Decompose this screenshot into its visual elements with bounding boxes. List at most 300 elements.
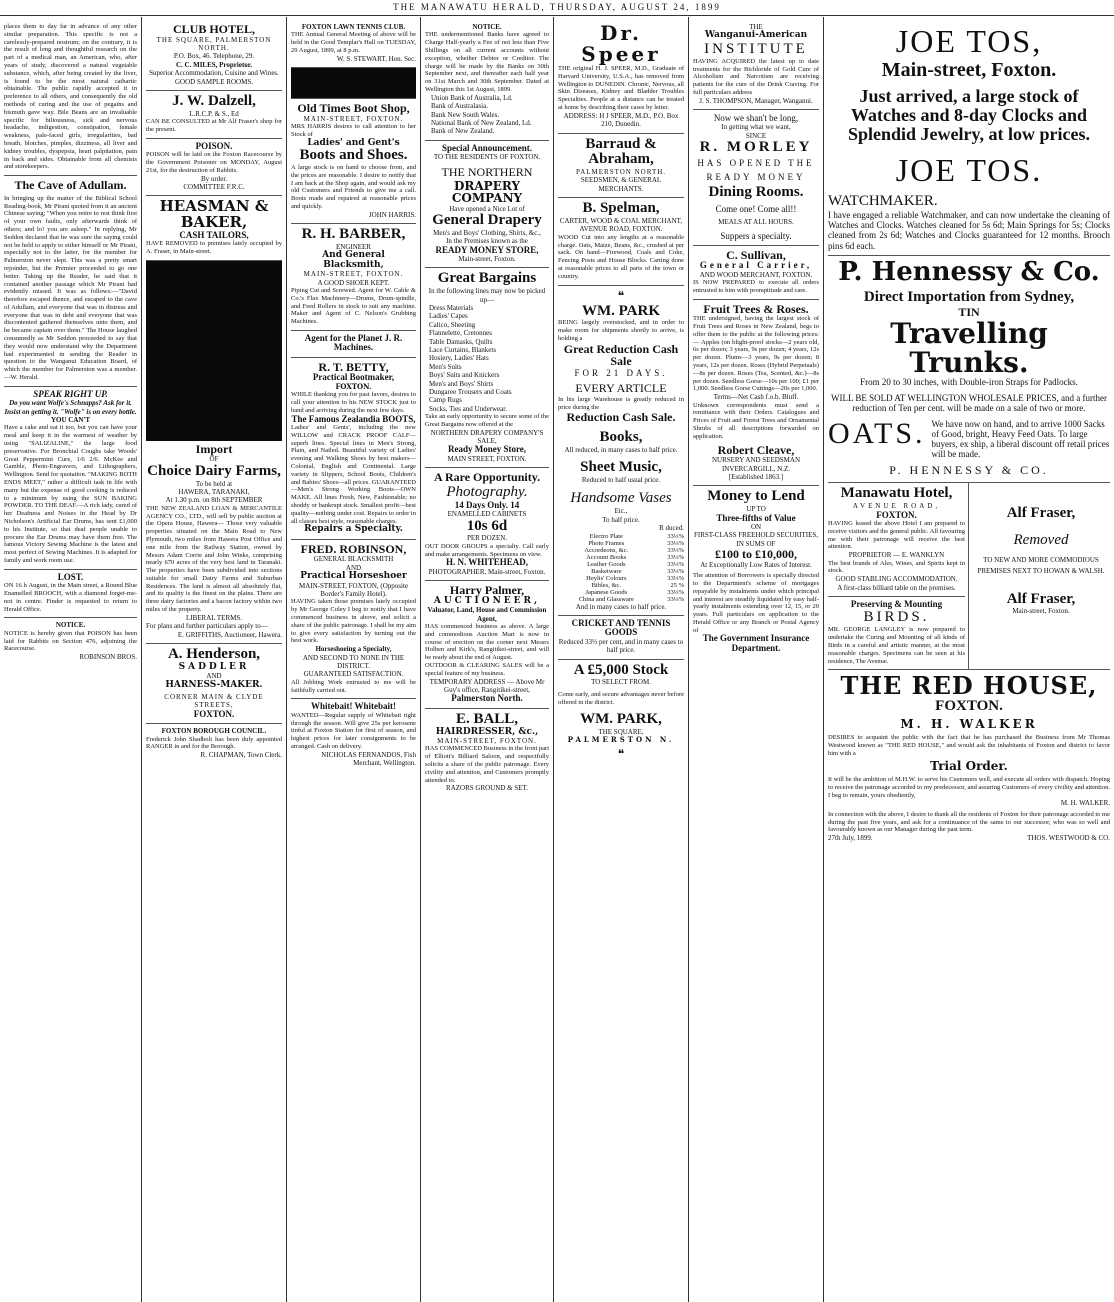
bank-item: Union Bank of Australia, Ld.: [431, 93, 513, 102]
redhouse-date: 27th July, 1899.: [828, 834, 873, 843]
club-hotel-title: CLUB HOTEL,: [172, 22, 256, 36]
heasman-title: HEASMAN & BAKER,: [159, 197, 269, 232]
ready-money-store: READY MONEY STORE,: [435, 244, 539, 255]
whitehead-sub: PHOTOGRAPHER, Main-street, Foxton.: [428, 567, 546, 576]
price-item: Bibles, &c.: [591, 581, 622, 589]
morley-pre: Now we shan't be long,: [713, 113, 799, 124]
list-item: Socks, Ties and Underwear.: [429, 404, 507, 413]
speer-text: THE original H. J. SPEER, M.D., Graduate of Harvard University, U.S.A., has removed from Wellington to DUNEDIN. Chronic, Nervous, all Skin Diseases, Kidney and Bladder Troubles Specialties. People at a distance can be treated at home by describing their cases by letter.: [558, 65, 684, 111]
park-every: EVERY ARTICLE: [575, 380, 667, 395]
robinson-spec: Horseshoeing a Specialty,: [315, 645, 392, 654]
hennessy-size: From 20 to 30 inches, with Double-iron Straps for Padlocks.: [860, 377, 1078, 388]
poison-text: POISON will be laid on the Foxton Racecourse by the Government Poisoner on MONDAY, August 21st, for the destruction of Rabbits.: [146, 151, 282, 174]
list-item: Lace Curtains, Blankets: [429, 345, 497, 354]
fraser-title: Alf Fraser,: [1006, 505, 1076, 522]
oats-title: OATS.: [828, 417, 926, 451]
column-5: [554, 17, 689, 1302]
price-value: 25 %: [670, 581, 684, 589]
lost-text: ON 16 h August, in the Main street, a Round Blue Enamelled BROOCH, with a diamond forget-me-not in centre. Finder is requested to return to Herald Office.: [4, 582, 137, 613]
adullam-title: The Cave of Adullam.: [14, 178, 127, 193]
henderson-address: CORNER MAIN & CLYDE STREETS,: [164, 693, 264, 710]
rare-title: A Rare Opportunity.: [433, 470, 541, 485]
northern-title: DRAPERY COMPANY: [451, 178, 523, 206]
park-text: BEING largely overstocked, and in order to make room for shipments shortly to arrive, is holding a: [558, 319, 684, 342]
table-row: [558, 561, 684, 568]
morley-suppers: Suppers a specialty.: [720, 230, 792, 241]
money-on: ON: [750, 522, 762, 531]
price-value: 33⅓%: [667, 546, 684, 554]
morley-since: SINCE: [745, 131, 767, 140]
hennessy-import: Direct Importation from Sydney,: [863, 289, 1075, 306]
special-to: TO THE RESIDENTS OF FOXTON.: [433, 153, 541, 162]
price-value: 33⅓%: [667, 532, 684, 540]
boot-text-1: MRS HARRIS desires to call attention to her Stock of: [291, 123, 416, 138]
list-item: Table Damasks, Quilts: [429, 337, 493, 346]
price-item: Japanese Goods: [585, 588, 628, 596]
redhouse-place: FOXTON.: [935, 697, 1003, 714]
tennis-sign: W. S. STEWART, Hon. Sec.: [336, 54, 416, 63]
money-title: Money to Lend: [707, 488, 805, 505]
northern-pre: THE NORTHERN: [441, 164, 533, 179]
list-item: Men's Suits: [429, 362, 462, 371]
robinson-spec2: AND SECOND TO NONE IN THE DISTRICT.: [302, 653, 405, 670]
list-item: Boys' Suits and Knickers: [429, 371, 500, 380]
northern-text-2: Men's and Boys' Clothing, Shirts, &c.,: [433, 228, 541, 237]
redhouse-name: M. H. WALKER: [900, 717, 1038, 732]
club-hotel-address: THE SQUARE, PALMERSTON NORTH.: [156, 35, 272, 52]
barber-sub: ENGINEER: [336, 242, 371, 251]
northern-address: Main-street, Foxton.: [458, 255, 516, 264]
joe-watchmaker: WATCHMAKER.: [828, 192, 938, 209]
cleave-place: INVERCARGILL, N.Z.: [721, 464, 791, 473]
robinson-and: AND: [345, 563, 362, 572]
table-row: [558, 596, 684, 603]
hennessy-tin: TIN: [958, 305, 980, 320]
zealandia-text: Ladies' and Gents', including the new WILLOW and CRACK PROOF CALF—superb lines. Special lines in Men's Strong, Plain, and Nailed. Beautiful variety of Ladies' evening and Walking Shoes by best makers—Colonial, English and Continental. Large variety in Slippers, School Boots, Children's and Babies' Shoes—all prices. GUARANTEED—Men's Strong Working Boots—OWN MAKE. All lines Fresh, New, Fashionable; no shoddy or bankrupt stock. Smallest profit—best quality—nothing under cost. Repairs to order in all classes best style, reasonable charges.: [291, 424, 416, 525]
cricket-text: Reduced 33⅓ per cent, and in many cases to half price.: [558, 637, 684, 655]
joe-text: I have engaged a reliable Watchmaker, and can now undertake the cleaning of Watches and Clocks. Watches cleaned for 5s 6d; Main Springs for 5s; Clocks cleaned from 2s 6d; Watches and Clocks guaranteed for 12 months. Brooch pins 6d each.: [828, 209, 1110, 251]
manawatu-proprietor: PROPRIETOR — E. WANKLYN: [848, 551, 945, 560]
robinson-sub: GENERAL BLACKSMITH: [313, 555, 394, 564]
robinson-title: FRED. ROBINSON,: [300, 541, 407, 556]
fraser-removed: Removed: [1013, 532, 1069, 549]
dalzell-text: CAN BE CONSULTED at Mr Alf Fraser's shop for the present.: [146, 118, 282, 133]
column-7: [824, 17, 1114, 1302]
park-title: WM. PARK: [581, 302, 661, 319]
boot-title: Old Times Boot Shop,: [297, 101, 410, 116]
banks-notice-text: THE undermentioned Banks have agreed to Charge Half-yearly a Fee of not less than Five Shillings on all current accounts without exception, whether Debtor or Creditor. The charge will be made by the Banks on 30th September next, and thereafter each half year on 31st March and 30th September. Dated at Wellington this 1st August, 1899.: [425, 31, 549, 93]
robinson-text: HAVING taken those premises lately occupied by Mr George Coley I beg to notify that I have commenced business in above, and solicit a share of the public patronage. I shall be my aim to give every satisfaction by turning out the best work.: [291, 598, 416, 645]
joe-name: JOE TOS,: [895, 23, 1043, 59]
obscured-block-2: [291, 68, 416, 98]
price-item: Account Books: [586, 553, 627, 561]
council-sign: R. CHAPMAN, Town Clerk.: [200, 751, 282, 760]
wa-sub: Wanganui-American: [704, 30, 808, 41]
money-sub: Three-fifths of Value: [716, 512, 796, 523]
bank-item: Bank of New Zealand.: [431, 127, 495, 136]
henderson-place: FOXTON.: [193, 708, 235, 719]
masthead: THE MANAWATU HERALD, THURSDAY, AUGUST 24, 1899: [0, 0, 1114, 16]
hennessy-title: P. Hennessy & Co.: [838, 257, 1100, 288]
bile-beans-text: places them to day far in advance of any other similar preparation. This specific is not a carelessly-prepared nostrum; on the contrary, it is the result of long and thoughtful research on the part of a medical man, an American, who, after years of study, discovered a natural vegetable substance, which, after being created by the liver, is found to be the most natural cathartic obtainable. The public rapidly accepted it in preference to all others, and consequently the old methods of curing and the use of pegains and bismuth gave way. Bile Beans are an invaluable specific for biliousness, sick and nervous headache, indigestion, constipation, female weakness, pale-faced girls, irregularities, bad breath, blotches, pimples, dizziness, all liver and kidney troubles, dyspepsia, heart palpitation, pain in back and sides. Obtainable from all chemists and storekeepers.: [4, 23, 137, 171]
right-subcol: [969, 483, 1110, 669]
sullivan-sub: General Carrier,: [699, 260, 813, 271]
whitebait-title: Whitebait! Whitebait!: [310, 701, 397, 712]
barraud-title: Barraud & Abraham,: [585, 135, 657, 168]
table-row: [558, 582, 684, 589]
oats-text: We have now on hand, and to arrive 1000 Sacks of Good, bright, Heavy Feed Oats. To large buyers, ex ship, a liberal discount off retail prices will be made.: [931, 419, 1110, 460]
boot-sub: Ladies' and Gent's: [307, 137, 400, 148]
manawatu-text-2: The best brands of Ales, Wines, and Spirits kept in stock.: [828, 559, 965, 575]
dairy-of: OF: [209, 455, 219, 464]
bargains-store: Ready Money Store,: [447, 444, 527, 455]
book-icon-2: ❝: [617, 746, 625, 761]
morley-text: HAS OPENED THE READY MONEY: [697, 157, 815, 183]
speer-address: ADDRESS: H J SPEER, M.D., P.O. Box 210, Dunedin.: [563, 111, 679, 129]
vases-text: To half price.: [602, 515, 640, 524]
column-4: [421, 17, 554, 1302]
robinson-address: MAIN-STREET, FOXTON, (Opposite Border's Family Hotel).: [298, 581, 408, 599]
dalzell-name: J. W. Dalzell,: [172, 92, 256, 109]
palmer-sales: OUTDOOR & CLEARING SALES will be a special feature of my business.: [425, 662, 549, 677]
bargains-title: Great Bargains: [437, 270, 537, 287]
money-sign: The Government Insurance Department.: [702, 633, 810, 653]
column-2: [142, 17, 287, 1302]
bargains-intro: In the following lines may now be picked up—: [428, 287, 546, 304]
stock-title: A £5,000 Stock: [573, 661, 669, 678]
redhouse-text-3: In connection with the above, I desire to thank all the residents of Foxton for their patronage accorded to me during the past five years, and ask for a continuance of the same to our successor, who was so well and favourably known as our Manager during the past term.: [828, 810, 1110, 834]
newspaper-page: [0, 17, 1114, 1302]
price-item: Electro Plate: [589, 532, 623, 540]
palmer-address: TEMPORARY ADDRESS — Above Mr Guy's office, Rangitikei-street,: [429, 677, 545, 695]
northern-text-1: Have opened a Nice Lot of: [449, 204, 525, 213]
park-days: FOR 21 DAYS.: [574, 367, 668, 378]
hennessy-sold: WILL BE SOLD AT WELLINGTON WHOLESALE PRICES, and a further reduction of Ten per cent. will be made on a sale of two or more.: [831, 393, 1107, 414]
notice-text: NOTICE is hereby given that POISON has been laid for Rabbits on Section 476, adjoining the Racecourse.: [4, 629, 137, 653]
price-item: Leather Goods: [587, 560, 626, 568]
price-item: Photo Frames: [588, 539, 625, 547]
list-item: Dungaree Trousers and Coats: [429, 387, 512, 396]
price-value: 33⅓%: [667, 588, 684, 596]
trees-text: THE undersigned, having the largest stock of Fruit Trees and Roses in New Zealand, begs to offer them to the public at the following prices:— Apples (on blight-proof stocks—2 years old, 6s per dozen; 3 years, 9s per dozen; 4 years, 12s per dozen. Plums—3 years, 9s per dozen; 8 years, 12s per dozen. Roses (Hybrid Perpetuals)—8s per dozen. Roses (Tea, Scented, &c.)—8s per dozen. Seedless Gorse—10s per 100; £1 per 1,000. Seedless Gorse Cuttings—20s per 1,000.: [693, 315, 819, 393]
poison-title: POISON.: [195, 140, 233, 151]
cleave-sub: NURSERY AND SEEDSMAN: [711, 456, 801, 465]
photo-per: PER DOZEN.: [466, 534, 508, 543]
henderson-and: AND: [206, 672, 222, 681]
price-item: China and Glassware: [578, 595, 634, 603]
photo-days: 14 Days Only. 14: [454, 499, 520, 510]
trees-title: Fruit Trees & Roses.: [703, 301, 809, 316]
trees-text-2: Unknown correspondents must send a remittance with their Orders. Catalogues and Prices of Fruit and Forest Trees and Ornamental Shrubs of all descriptions forwarded on application.: [693, 401, 819, 440]
vases-title: Handsome Vases: [570, 490, 672, 507]
cleave-name: Robert Cleave,: [717, 442, 795, 457]
price-item: Accordeons, &c.: [584, 546, 629, 554]
dairy-place: HAWERA, TARANAKI,: [178, 487, 250, 496]
you-cant: YOU CAN'T: [50, 416, 91, 425]
whitehead-name: H. N. WHITEHEAD,: [445, 557, 529, 568]
poison-sign: COMMITTEE F.R.C.: [183, 182, 245, 191]
book-icon: ❝: [617, 288, 625, 303]
planet-title: Agent for the Planet J. R. Machines.: [304, 332, 403, 353]
table-row: [558, 589, 684, 596]
general-drapery: General Drapery: [432, 212, 542, 229]
music-title: Sheet Music,: [580, 459, 662, 476]
park-sale-2: Reduction Cash Sale.: [566, 410, 676, 425]
manawatu-stabling: GOOD STABLING ACCOMMODATION.: [835, 575, 958, 584]
ball-end: RAZORS GROUND & SET.: [446, 784, 528, 793]
tennis-text: THE Annual General Meeting of above will be held in the Good Templar's Hall on TUESDAY, 29 August, 1899, at 8 p.m.: [291, 31, 416, 54]
bank-item: National Bank of New Zealand, Ld.: [431, 118, 532, 127]
park2-place: PALMERSTON N.: [567, 735, 675, 745]
speak-title: SPEAK RIGHT UP.: [33, 388, 108, 399]
club-hotel-phone: P.O. Box, 46. Telephone, 29.: [173, 52, 255, 61]
dairy-held: To be held at: [195, 479, 233, 488]
price-value: 33⅓%: [667, 595, 684, 603]
park2-address: THE SQUARE,: [598, 728, 644, 737]
wa-the: THE: [749, 23, 763, 31]
dalzell-degree: L.R.C.P. & S., Ed: [189, 109, 239, 118]
barber-title: R. H. BARBER,: [301, 226, 406, 243]
price-value: 33⅓%: [667, 553, 684, 561]
palmer-place: Palmerston North.: [451, 693, 523, 704]
hennessy-trunks: Travelling Trunks.: [890, 316, 1048, 380]
column-1: [0, 17, 142, 1302]
boot-big: Boots and Shoes.: [299, 147, 408, 164]
club-hotel-proprietor: C. C. MILES, Proprietor.: [175, 60, 253, 69]
table-row: [558, 568, 684, 575]
adullam-text: In bringing up the matter of the Biblical School Reading-book, Mr Pirani quoted from it an ancient Chinese saying; "When you retire to rest think first of your own faults, only afterwards think of others; and lo! you are asleep." In replying, Mr Seddon declared that he was sure the saying could not be held to apply to either himself or Mr Pirani, especially not to the latter, for the member for Palmerston never slept. This was a pretty smart rejoinder, but the Premier proceeded to go one better. Taking up the Reader, he said that it contained another passage which Mr Pirani had evidently missed. It was as follows:—"David therefore escaped thence, and escaped to the cave of Adullam, and everyone that was in distress and everyone that was in debt and everyone that was discontented gathered themselves unto them, and he became captain over them." The House laughed consumedly as Mr Seddon proceeded to say that they would now understand why the Department had experimented in sending the Reader in question to the Wanganui Education Board, of which the member for Palmerston was a member.—W. Herald.: [4, 194, 137, 382]
wa-text: HAVING ACQUIRED the latest up to date treatments for the Bichloride of Gold Cure of Alcoholism and Narcotism are receiving patients for the cure of the Drink Craving. For full particulars address: [693, 57, 819, 97]
robinson-end: All Jobbing Work entrusted to me will be faithfully carried out.: [291, 678, 416, 694]
left-subcol: [828, 483, 969, 669]
manawatu-place: FOXTON.: [876, 509, 917, 520]
council-text: Frederick John Shadbolt has been duly appointed RANGER in and for the Borough.: [146, 735, 282, 751]
price-end: And in many cases to half price.: [575, 602, 667, 611]
sullivan-sub2: AND WOOD MERCHANT, FOXTON.: [699, 270, 813, 279]
manawatu-address: AVENUE ROAD,: [852, 502, 941, 511]
park-text-2: In his large Warehouse is greatly reduced in price during the: [558, 395, 684, 411]
price-item: Heylis' Colours: [586, 574, 627, 582]
redhouse-trial: Trial Order.: [930, 759, 1008, 774]
heasman-text: HAVE REMOVED to premises lately occupied by A. Fraser, in Main-street.: [146, 240, 282, 256]
money-text: The attention of Borrowers is specially directed to the Department's scheme of mortgages repayable by instalments under which principal and interest are steadily liquidated by easy half-yearly instalments extending over 12, 15, or 20 years. Full particulars on application to the Herald Office or any Branch or Postal Agency of: [693, 572, 819, 634]
barraud-address: PALMERSTON NORTH.: [575, 168, 667, 177]
music-text: Reduced to half usual price.: [581, 475, 661, 484]
dairy-plans: For plans and further particulars apply to—: [146, 622, 268, 631]
money-rate: At Exceptionally Low Rates of Interest.: [700, 560, 812, 569]
price-header: R duced.: [659, 524, 684, 533]
ball-sub: HAIRDRESSER, &c.,: [435, 726, 539, 737]
poison-by: By order.: [200, 174, 228, 183]
barraud-sub: SEEDSMEN, & GENERAL MERCHANTS.: [580, 176, 662, 193]
bank-item: Bank of Australasia.: [431, 102, 488, 111]
council-title: FOXTON BOROUGH COUNCIL.: [161, 727, 267, 736]
speer-title: Dr. Speer: [581, 21, 661, 66]
barber-text: Piping Cut and Screwed. Agent for W. Cable & Co.'s Flax Machinery—Drums, Drum-spindle, and Feed Rollers in stock to suit any machine. Maker and Agent of C. Nelson's Grubbing Machines.: [291, 286, 416, 326]
photo-title: Photography.: [446, 483, 528, 500]
betty-place: FOXTON.: [335, 381, 372, 391]
tennis-title: FOXTON LAWN TENNIS CLUB.: [301, 23, 406, 31]
price-value: 33⅓%: [667, 560, 684, 568]
table-row: [558, 575, 684, 582]
redhouse-title: THE RED HOUSE,: [840, 671, 1098, 701]
money-up: UP TO: [746, 505, 766, 514]
manawatu-title: Manawatu Hotel,: [840, 485, 953, 502]
dairy-terms: LIBERAL TERMS.: [185, 613, 242, 622]
bargains-list: [425, 304, 549, 413]
palmer-text: HAS commenced business as above. A large and commodious Auction Mart is now in course of erection on the corner next Messrs Holben and Kirk's, Rangitikei-street, and will be ready about the end of August.: [425, 623, 549, 662]
spelman-text: WOOD Cut into any lengths at a reasonable charge. Oats, Maize, Beans, &c., crushed at per sack. On hand—Firewood, Coals and Coke, Fencing Posts and House Blocks. Carting done at reasonable prices to all parts of the town or country.: [558, 233, 684, 280]
barber-shoer: A GOOD SHOER KEPT.: [317, 278, 390, 287]
birds-text: MR. GEORGE LANGLEY is now prepared to undertake the Curing and Mounting of all kinds of Birds in a careful and artistic manner, at the most reasonable charges. Specimens can be seen at his residence, The Avenue.: [828, 626, 965, 665]
saizaline-text: Have a cake and eat it too, but you can have your meal and keep it in the warmest of weather by using "SALIZALINE," the large food preservative. For Bronchial Coughs take Woods' Great Peppermint Cure, 1/6 2/6. McKee and Gamble, Photo-Engravers, and Lithographers, Wellington. Send for quotation. "MAKING BOTH ENDS MEET," rather a difficult task in life with many but the expense of good cooking is reduced to a minimum by using the SUN BAKING POWDER. TO THE DEAF.—A rich lady, cured of her Deafness and Noises in the Head by Dr Nicholson's Artificial Ear Drums, has sent £1,000 to his Institute, so that deaf people unable to procure the Ear Drums may have them free. The famous Victory Sewing Machine is the latest and most perfect of Sewing Machines. It is adapted for family and work room use.: [4, 424, 137, 565]
northern-premises: In the Premises known as the: [446, 237, 528, 246]
list-item: Dress Materials: [429, 304, 474, 313]
cleave-est: [Established 1863.]: [728, 472, 784, 481]
heasman-sub: CASH TAILORS,: [179, 229, 249, 240]
notice-sign: ROBINSON BROS.: [79, 653, 137, 662]
barber-address: MAIN-STREET, FOXTON.: [303, 270, 404, 279]
notice-title: NOTICE.: [55, 621, 86, 630]
club-hotel-text: Superior Accommodation, Cuisine and Wines.: [149, 69, 279, 78]
fraser-address: Main-street, Foxton.: [1012, 607, 1070, 616]
photo-cabinets: ENAMELLED CABINETS: [447, 510, 527, 519]
list-item: Ladies' Capes: [429, 312, 468, 321]
fraser-title-2: Alf Fraser,: [1006, 590, 1076, 607]
henderson-harness: HARNESS-MAKER.: [165, 679, 263, 690]
park-sale: Great Reduction Cash Sale: [563, 341, 679, 369]
morley-name: R. MORLEY: [699, 138, 813, 155]
oats-block: [828, 419, 1110, 459]
books-title: Books,: [599, 429, 643, 446]
barber-sub2: And General Blacksmith,: [322, 250, 385, 270]
column-3: [287, 17, 421, 1302]
robinson-guarantee: GUARANTEED SATISFACTION.: [303, 670, 404, 679]
table-row: [558, 554, 684, 561]
special-title: Special Announcement.: [441, 142, 532, 153]
price-table: [558, 533, 684, 603]
price-value: 33⅓%: [667, 539, 684, 547]
money-sums: IN SUMS OF: [736, 539, 776, 548]
park2-title: WM. PARK,: [580, 711, 662, 728]
sullivan-text: IS NOW PREPARED to execute all orders entrusted to him with promptitude and care.: [693, 279, 819, 294]
whitebait-text: WANTED—Regular supply of Whitebait right through the season. Will give 25s per kerosene tinful at Foxton Station for first of season, and highest prices for later consignments to be arranged. Cash on delivery.: [291, 711, 416, 750]
redhouse-text: DESIRES to acquaint the public with the fact that he has purchased the Business from Mr Thomas Westwood known as "THE RED HOUSE," and would ask the inhabitants of Foxton and district to favor him with a: [828, 733, 1110, 757]
vases-etc: Etc.,: [614, 507, 628, 516]
price-value: 33⅓%: [667, 574, 684, 582]
dairy-pre: Import: [195, 441, 233, 456]
stock-text: Come early, and secure advantages never before offered in the district.: [558, 690, 684, 706]
spelman-sub: CARTER, WOOD & COAL MERCHANT,: [559, 216, 683, 225]
list-item: Men's and Boys' Shirts: [429, 379, 494, 388]
morley-dining: Dining Rooms.: [708, 183, 804, 200]
betty-title: R. T. BETTY,: [318, 359, 389, 374]
list-item: Hosiery, Ladies' Hats: [429, 354, 489, 363]
palmer-title: Harry Palmer,: [449, 583, 525, 598]
morley-meals: MEALS AT ALL HOURS.: [718, 218, 794, 227]
robinson-sub2: Practical Horseshoer: [300, 571, 407, 582]
list-item: Flannelette, Cretonnes: [429, 329, 492, 338]
cricket-title: CRICKET AND TENNIS GOODS: [571, 617, 671, 638]
ball-title: E. BALL,: [455, 710, 519, 727]
zealandia-title: The Famous Zealandia BOOTS,: [291, 413, 416, 424]
table-row: [558, 533, 684, 540]
lost-title: LOST.: [57, 571, 84, 582]
joe-name-2: JOE TOS.: [895, 151, 1043, 188]
betty-sub: Practical Bootmaker,: [312, 372, 395, 383]
betty-text: WHILE thanking you for past favors, desires to call your attention to his NEW STOCK just to hand and arriving during the next few days.: [291, 391, 416, 414]
dairy-text: THE NEW ZEALAND LOAN & MERCANTILE AGENCY CO., LTD., will sell by public auction at the Opera House, Hawera— Those very valuable properties situated on the Main Road to New Plymouth, two miles from Hawera Post Office and one mile from the Railway Station, owned by Messrs Adam Corrie and John Winks, comprising nearly 670 acres of the very best land in Taranaki. The properties have been subdivided into sections suitable for small Dairy Farms and Suburban Residences. The land is almost all absolutely flat, and its quality is the finest on the plains. There are three dairy factories and a bacon factory within two miles of the property.: [146, 504, 282, 614]
manawatu-billiard: A first-class billiard table on the premises.: [837, 583, 956, 592]
price-item: Basketware: [591, 567, 622, 575]
spelman-address: AVENUE ROAD, FOXTON.: [579, 225, 663, 234]
money-securities: FIRST-CLASS FREEHOLD SECURITIES,: [693, 531, 818, 540]
banks-list: [425, 94, 549, 136]
whitebait-sign: NICHOLAS FERNANDOS, Fish Merchant, Wellington.: [321, 750, 416, 768]
birds-pre: Preserving & Mounting: [850, 599, 943, 609]
money-amount: £100 to £10,000,: [715, 547, 797, 562]
list-item: Camp Rugs: [429, 396, 462, 405]
redhouse-footer: [828, 834, 1110, 842]
list-item: Calico, Sheeting: [429, 320, 476, 329]
bank-item: Bank New South Wales.: [431, 110, 500, 119]
wa-title: INSTITUTE: [704, 40, 808, 57]
stock-sub: TO SELECT FROM.: [591, 678, 651, 687]
redhouse-sign-1: M. H. WALKER.: [1060, 799, 1110, 808]
bargains-address: MAIN STREET, FOXTON.: [447, 454, 527, 463]
ball-text: HAS COMMENCED Business in the front part of Elliott's Billiard Saloon, and respectfully solicits a share of the public patronage. Every civility and attention, and Customers promptly attended to.: [425, 745, 549, 784]
dairy-sign: E. GRIFFITHS, Auctioneer, Hawera.: [177, 630, 282, 639]
manawatu-text: HAVING leased the above Hotel I am prepared to receive visitors and the general public. All favouring me with their patronage will receive the best attention.: [828, 520, 965, 551]
morley-come: Come one! Come all!!: [715, 204, 797, 215]
dairy-date: At 1.30 p.m. on 8th SEPTEMBER: [165, 496, 263, 505]
redhouse-sign-2: THOS. WESTWOOD & CO.: [1027, 834, 1110, 843]
books-text: All reduced, in many cases to half price.: [564, 445, 678, 454]
henderson-saddler: SADDLER: [178, 661, 250, 672]
redhouse-text-2: It will be the ambition of M.H.W. to serve his Customers well, and execute all orders with dispatch. Hoping to receive the patronage accorded to my predecessor, and assuring Customers of every civility and attention. I beg to remain, yours obediently,: [828, 775, 1110, 799]
spelman-title: B. Spelman,: [582, 200, 660, 217]
ball-address: MAIN-STREET, FOXTON.: [437, 737, 537, 746]
bargains-end: Take an early opportunity to secure some of the Great Bargains now offered at the: [425, 413, 549, 428]
photo-text: OUT DOOR GROUPS a specialty. Call early and make arrangements. Specimens on view.: [425, 542, 549, 558]
sullivan-title: C. Sullivan,: [726, 247, 786, 262]
boot-sign: JOHN HARRIS.: [368, 210, 416, 219]
column-6: [689, 17, 824, 1302]
boot-address: MAIN-STREET, FOXTON.: [303, 114, 404, 123]
henderson-name: A. Henderson,: [167, 646, 261, 663]
obscured-block: [146, 261, 282, 441]
oats-sign: P. HENNESSY & CO.: [889, 463, 1049, 478]
price-value: 33⅓%: [667, 567, 684, 575]
trees-terms: Terms—Net Cash f.o.b. Bluff.: [713, 393, 799, 402]
palmer-sub2: Valuator, Land, House and Commission Agent,: [427, 606, 547, 623]
photo-price: 10s 6d: [466, 517, 508, 534]
bargains-company: NORTHERN DRAPERY COMPANY'S SALE,: [430, 428, 544, 446]
club-hotel-rooms: GOOD SAMPLE ROOMS.: [175, 77, 253, 86]
palmer-sub: AUCTIONEER,: [433, 595, 541, 606]
joe-arrived: Just arrived, a large stock of Watches and 8-day Clocks and Splendid Jewelry, at low prices.: [848, 86, 1090, 144]
banks-notice-title: NOTICE.: [472, 23, 502, 31]
wa-sign: J. S. THOMPSON, Manager, Wanganui.: [699, 96, 813, 105]
fraser-text: TO NEW AND MORE COMMODIOUS PREMISES NEXT TO HOWAN & WALSH.: [977, 556, 1105, 576]
speak-sub: Do you want Wolfe's Schnapps? Ask for it. Insist on getting it. "Wolfe" is on every bottle.: [4, 399, 137, 416]
morley-pre-2: In getting what we want,: [721, 123, 791, 132]
boot-text-2: A large stock is on hand to choose from, and the prices are reasonable. I desire to notify that I am back at the Shop again, and would ask my old Customers and Friends to give me a call. Boots made and repaired at reasonable prices and quickly.: [291, 163, 416, 210]
repairs-specialty: Repairs a Specialty.: [304, 524, 403, 535]
hotel-fraser-row: [828, 483, 1110, 669]
joe-address: Main-street, Foxton.: [881, 59, 1057, 81]
table-row: [558, 547, 684, 554]
